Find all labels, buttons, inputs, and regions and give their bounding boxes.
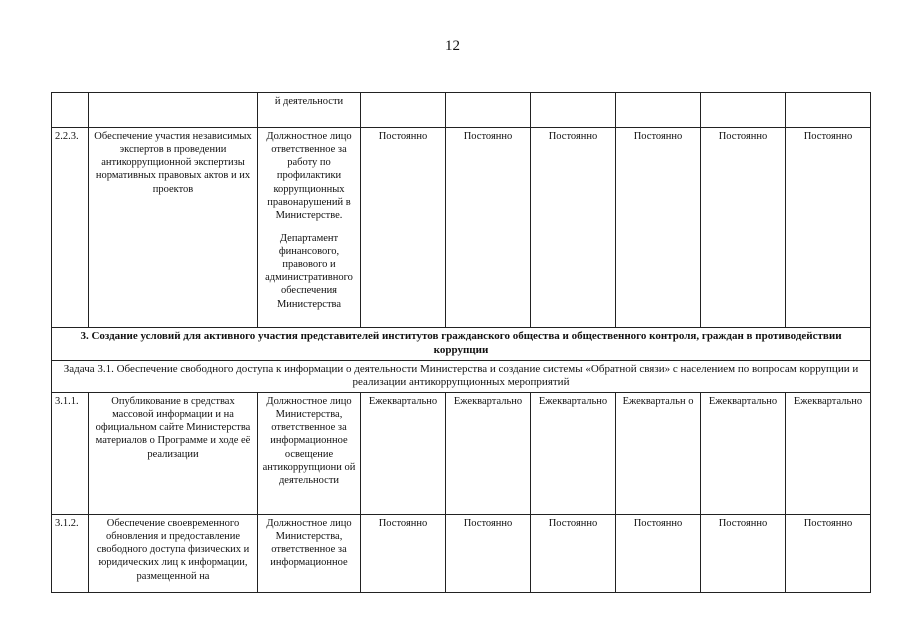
- responsible-cell: [258, 128, 361, 328]
- activity-cell: Обеспечение своевременного обновления и предоставление свободного доступа физических и юридических лиц к информации, размещенной на: [89, 515, 258, 593]
- year-cell: Ежеквартальн о: [616, 393, 701, 515]
- task-heading-row: [52, 360, 871, 393]
- year-cell: Постоянно: [616, 515, 701, 593]
- responsible-person: Должностное лицо ответственное за работу по профилактики коррупционных правонарушений в Министерстве.: [266, 131, 352, 221]
- page-number: 12: [445, 38, 460, 54]
- year-cell: Ежеквартально: [531, 393, 616, 515]
- responsible-department: Департамент финансового, правового и административного обеспечения Министерства: [265, 232, 353, 310]
- row-number-cell: 3.1.1.: [52, 393, 89, 515]
- row-number-cell: 2.2.3.: [52, 128, 89, 328]
- year-cell: Постоянно: [786, 515, 871, 593]
- year-cell: Постоянно: [446, 515, 531, 593]
- year-cell: Ежеквартально: [446, 393, 531, 515]
- year-cell: Постоянно: [616, 128, 701, 328]
- year-cell: Постоянно: [361, 515, 446, 593]
- year-cell: Постоянно: [531, 515, 616, 593]
- program-table: [51, 92, 871, 593]
- year-cell: Ежеквартально: [786, 393, 871, 515]
- table-row: [52, 93, 871, 128]
- task-title: Задача 3.1. Обеспечение свободного доступа к информации о деятельности Министерства и создание системы «Обратной связи» с населением по вопросам коррупции и реализации антикоррупционных мероприятий: [52, 360, 871, 393]
- year-cell: Постоянно: [446, 128, 531, 328]
- responsible-cell: й деятельности: [258, 93, 361, 128]
- responsible-cell: Должностное лицо Министерства, ответственное за информационное освещение антикоррупциони ой деятельности: [258, 393, 361, 515]
- section-title: 3. Создание условий для активного участия представителей институтов гражданского общества и общественного контроля, граждан в противодействии коррупции: [52, 328, 871, 361]
- activity-cell: Опубликование в средствах массовой информации и на официальном сайте Министерства материалов о Программе и ходе её реализации: [89, 393, 258, 515]
- year-cell: Ежеквартально: [361, 393, 446, 515]
- activity-cell: [89, 93, 258, 128]
- year-cell: Постоянно: [531, 128, 616, 328]
- table-row: [52, 515, 871, 593]
- row-number-cell: 3.1.2.: [52, 515, 89, 593]
- table-row: [52, 128, 871, 328]
- row-number-cell: [52, 93, 89, 128]
- table-row: [52, 393, 871, 515]
- section-heading-row: [52, 328, 871, 361]
- year-cell: Постоянно: [786, 128, 871, 328]
- year-cell: Ежеквартально: [701, 393, 786, 515]
- year-cell: Постоянно: [701, 128, 786, 328]
- year-cell: Постоянно: [361, 128, 446, 328]
- year-cell: Постоянно: [701, 515, 786, 593]
- activity-cell: Обеспечение участия независимых экспертов в проведении антикоррупционной экспертизы нормативных правовых актов и их проектов: [89, 128, 258, 328]
- responsible-cell: Должностное лицо Министерства, ответственное за информационное: [258, 515, 361, 593]
